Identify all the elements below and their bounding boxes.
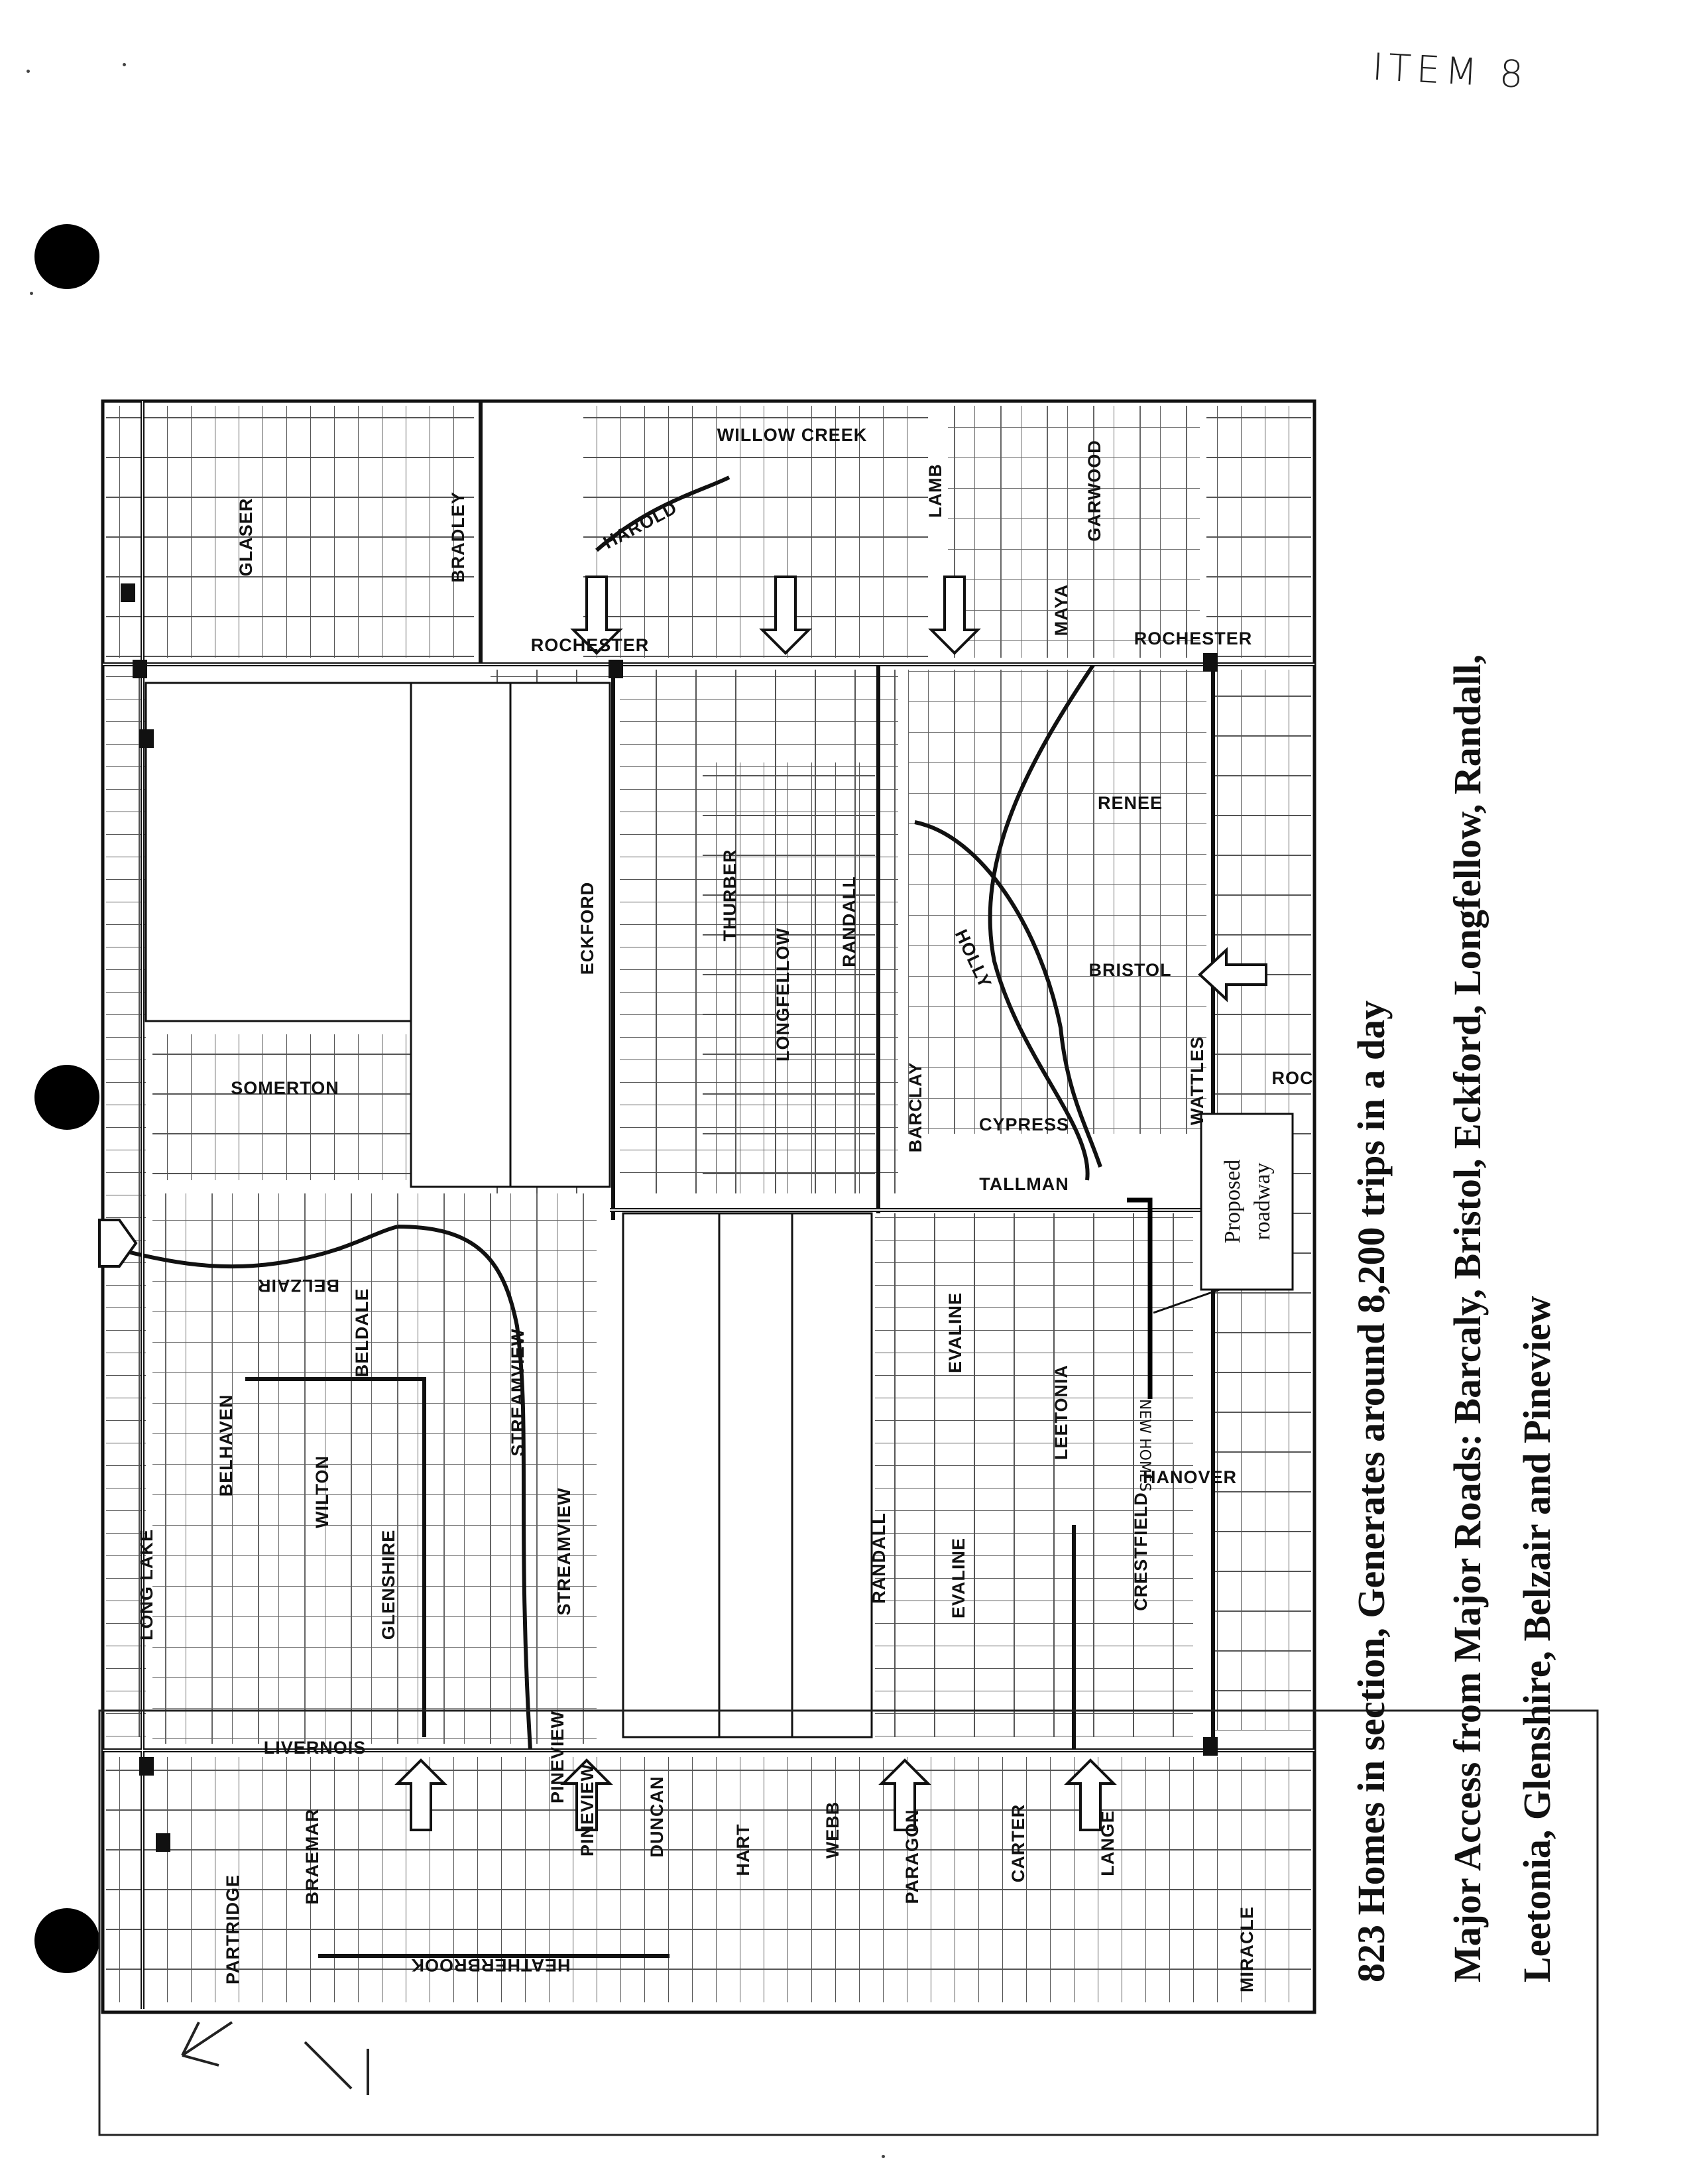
new-homes-label (1136, 1399, 1153, 1492)
street-label-harold: HAROLD (600, 497, 681, 553)
street-label-randall: RANDALL (839, 876, 859, 967)
street-label-thurber: THURBER (720, 849, 740, 941)
street-label-pineview: PINEVIEW (577, 1763, 597, 1857)
street-label-rochester: ROCHESTER (530, 635, 650, 655)
street-label-duncan: DUNCAN (647, 1776, 667, 1858)
street-label-paragon: PARAGON (902, 1809, 922, 1904)
caption-homes: 823 Homes in section, Generates around 8,200 trips in a day (1350, 1000, 1393, 1982)
caption-access: Major Access from Major Roads: Barcaly, Bristol, Eckford, Longfellow, Randall, (1446, 654, 1489, 1982)
street-label-evaline: EVALINE (949, 1537, 968, 1619)
street-label-belhaven: BELHAVEN (216, 1394, 236, 1497)
street-label-beldale: BELDALE (352, 1288, 372, 1378)
caption-access-cont: Leetonia, Glenshire, Belzair and Pineview (1515, 1296, 1558, 1982)
street-label-glaser: GLASER (236, 497, 256, 577)
street-label-partridge: PARTRIDGE (223, 1874, 243, 1985)
street-label-randall: RANDALL (869, 1512, 889, 1604)
street-label-belzair: BELZAIR (257, 1276, 339, 1296)
street-label-eckford: ECKFORD (577, 881, 597, 975)
street-label-webb: WEBB (823, 1801, 843, 1859)
street-label-long-lake: LONG LAKE (137, 1529, 156, 1640)
street-label-livernois: LIVERNOIS (263, 1738, 367, 1758)
street-label-carter: CARTER (1008, 1803, 1028, 1883)
street-label-leetonia: LEETONIA (1051, 1364, 1071, 1461)
street-label-wilton: WILTON (312, 1455, 332, 1528)
street-label-bradley: BRADLEY (448, 491, 468, 583)
street-label-braemar: BRAEMAR (302, 1808, 322, 1905)
street-label-maya: MAYA (1051, 583, 1071, 637)
street-label-tallman: TALLMAN (979, 1174, 1069, 1194)
street-label-rochester: ROCHESTER (1134, 629, 1253, 648)
street-label-lamb: LAMB (925, 463, 945, 518)
street-label-willow-creek: WILLOW CREEK (717, 425, 868, 445)
street-label-hart: HART (733, 1823, 753, 1876)
street-label-bristol: BRISTOL (1088, 960, 1172, 980)
proposed-roadway-line2: roadway (1250, 1162, 1275, 1241)
street-label-glenshire: GLENSHIRE (379, 1529, 398, 1640)
street-label-miracle: MIRACLE (1237, 1906, 1257, 1992)
street-label-holly: HOLLY (951, 926, 996, 992)
street-label-wattles: WATTLES (1187, 1036, 1207, 1125)
street-label-lange: LANGE (1098, 1810, 1118, 1876)
street-label-garwood: GARWOOD (1084, 440, 1104, 542)
street-label-cypress: CYPRESS (978, 1115, 1070, 1134)
street-label-streamview: STREAMVIEW (554, 1487, 574, 1616)
proposed-roadway-line1: Proposed (1220, 1159, 1245, 1244)
street-label-streamview: STREAMVIEW (508, 1328, 528, 1457)
new-homes-text: NEW HOMES (1136, 1399, 1153, 1492)
street-label-evaline: EVALINE (945, 1292, 965, 1374)
street-label-crestfield: CRESTFIELD (1131, 1492, 1151, 1611)
street-label-heatherbrook: HEATHERBROOK (410, 1955, 571, 1975)
street-label-pineview: PINEVIEW (548, 1710, 567, 1804)
street-label-barclay: BARCLAY (905, 1062, 925, 1153)
item-label: ITEM 8 (1371, 45, 1530, 97)
street-label-longfellow: LONGFELLOW (773, 928, 793, 1062)
street-label-somerton: SOMERTON (231, 1078, 339, 1098)
street-label-renee: RENEE (1097, 793, 1163, 813)
street-label-hanover: HANOVER (1142, 1467, 1238, 1487)
street-label-roc: ROC (1271, 1068, 1314, 1088)
